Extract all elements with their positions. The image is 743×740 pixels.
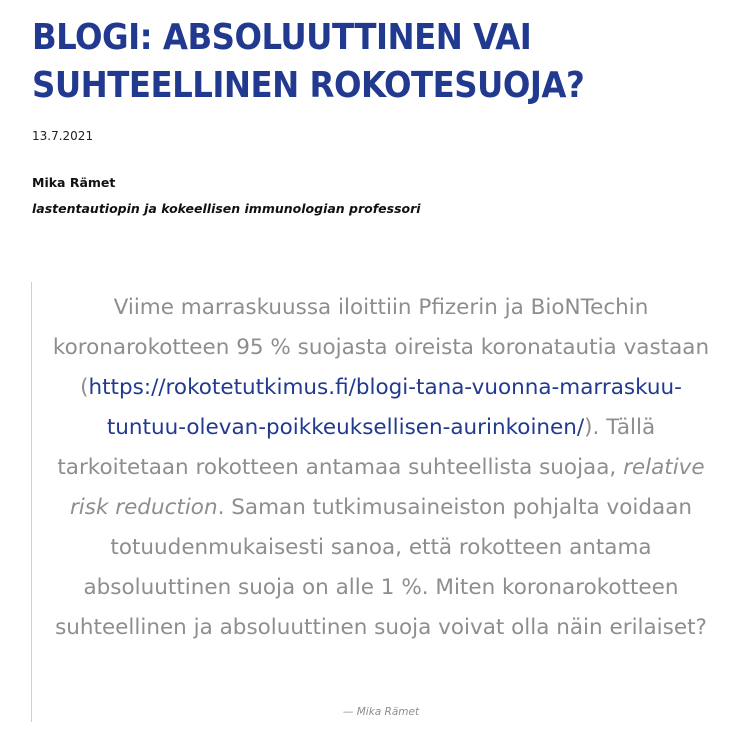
- author-role: lastentautiopin ja kokeellisen immunologian professori: [32, 201, 421, 216]
- quote-citation: — Mika Rämet: [342, 706, 420, 718]
- publish-date: 13.7.2021: [32, 129, 94, 143]
- quote-link[interactable]: https://rokotetutkimus.fi/blogi-tana-vuonna-marraskuu-tuntuu-olevan-poikkeuksellisen-aurinkoinen/: [88, 375, 682, 440]
- blockquote: [48, 288, 714, 648]
- quote-text-part-2: ). Tällä tarkoitetaan rokotteen antamaa suhteellista suojaa,: [57, 415, 656, 480]
- page-title: BLOGI: ABSOLUUTTINEN VAI SUHTEELLINEN ROKOTESUOJA?: [32, 17, 585, 106]
- quote-text-part-1: Viime marraskuussa iloittiin Pfizerin ja BioNTechin koronarokotteen 95 % suojasta oireista koronatautia vastaan (: [52, 295, 710, 400]
- quote-text-part-3: . Saman tutkimusaineiston pohjalta voidaan totuudenmukaisesti sanoa, että rokotteen antama absoluuttinen suoja on alle 1 %. Miten koronarokotteen suhteellinen ja absoluuttinen suoja voivat olla näin erilaiset?: [55, 495, 707, 640]
- author-name: Mika Rämet: [32, 175, 116, 190]
- blockquote-border: [31, 282, 32, 722]
- quote-emphasis: relative risk reduction: [69, 455, 705, 520]
